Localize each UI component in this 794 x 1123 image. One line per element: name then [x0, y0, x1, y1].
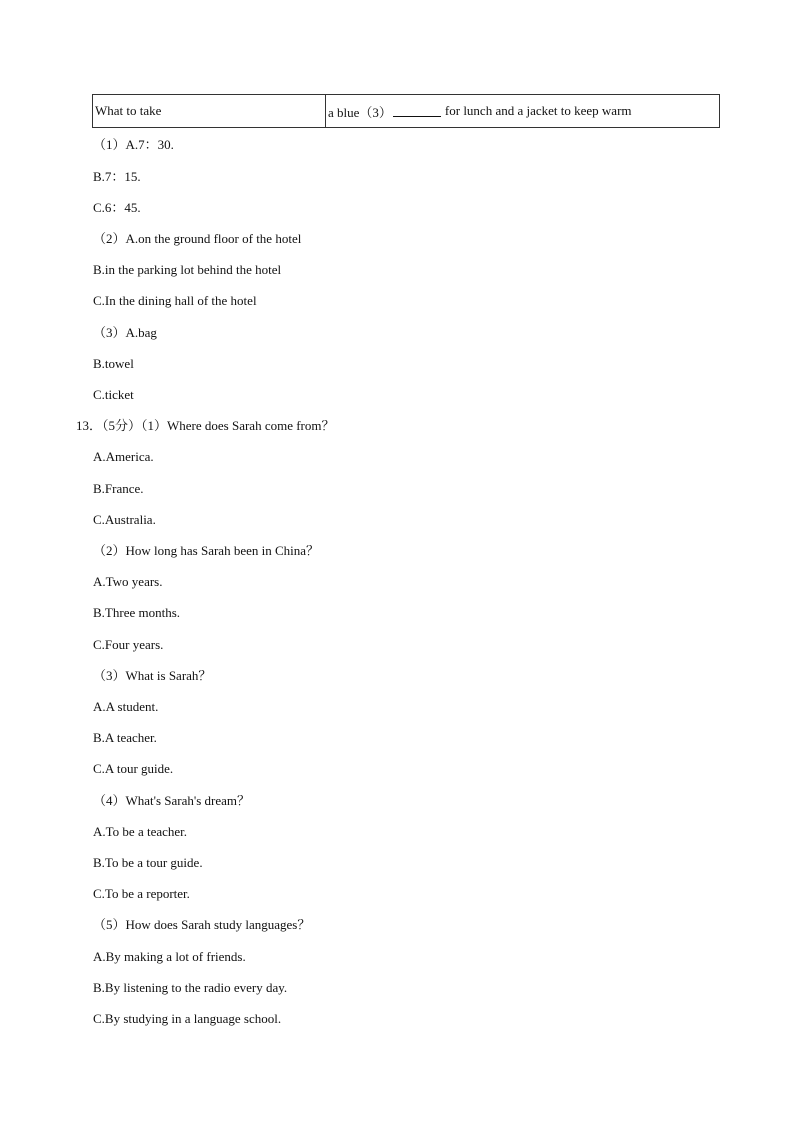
table-cell-label: What to take — [93, 95, 326, 127]
question-item: （5）How does Sarah study languages？ — [93, 917, 311, 932]
option-item: C.Australia. — [93, 512, 156, 527]
question-heading: 13．（5分）（1）Where does Sarah come from？ — [76, 418, 335, 433]
question-item: （2）How long has Sarah been in China？ — [93, 543, 320, 558]
option-item: B.By listening to the radio every day. — [93, 980, 288, 995]
table-cell-value — [326, 95, 719, 127]
info-table — [92, 94, 720, 128]
question-item: （2）A.on the ground floor of the hotel — [93, 231, 302, 246]
option-item: B.towel — [93, 356, 134, 371]
option-item: A.A student. — [93, 699, 159, 714]
value-after-blank: for lunch and a jacket to keep warm — [444, 103, 632, 118]
option-item: C.In the dining hall of the hotel — [93, 293, 257, 308]
option-item: B.A teacher. — [93, 730, 157, 745]
question-item: （4）What's Sarah's dream？ — [93, 793, 251, 808]
option-item: C.ticket — [93, 387, 134, 402]
option-item: C.To be a reporter. — [93, 886, 190, 901]
option-item: B.To be a tour guide. — [93, 855, 203, 870]
option-item: C.A tour guide. — [93, 761, 174, 776]
option-item: C.6：45. — [93, 200, 141, 215]
option-item: A.Two years. — [93, 574, 163, 589]
question-item: （1）A.7：30. — [93, 137, 174, 152]
option-item: A.To be a teacher. — [93, 824, 188, 839]
option-item: C.By studying in a language school. — [93, 1011, 282, 1026]
option-item: A.America. — [93, 449, 154, 464]
value-before-blank: a blue（3） — [328, 104, 392, 120]
question-item: （3）A.bag — [93, 325, 157, 340]
option-item: B.in the parking lot behind the hotel — [93, 262, 282, 277]
question-item: （3）What is Sarah？ — [93, 668, 212, 683]
option-item: A.By making a lot of friends. — [93, 949, 246, 964]
option-item: C.Four years. — [93, 637, 164, 652]
option-item: B.Three months. — [93, 605, 181, 620]
option-item: B.France. — [93, 481, 144, 496]
answer-blank[interactable] — [393, 105, 441, 117]
option-item: B.7：15. — [93, 169, 141, 184]
